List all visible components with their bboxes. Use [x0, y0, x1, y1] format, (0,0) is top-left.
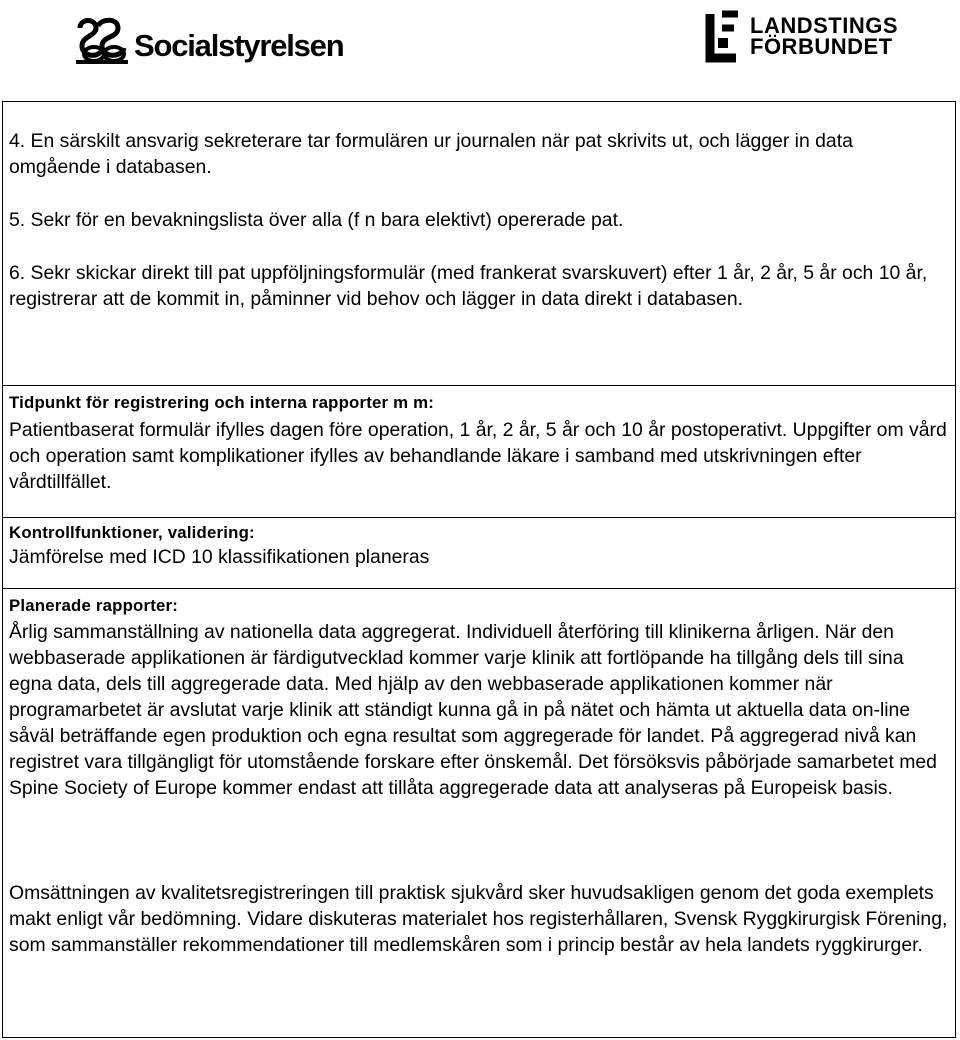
landstingsforbundet-logo [704, 4, 898, 68]
step-4-text: 4. En särskilt ansvarig sekreterare tar formulären ur journalen när pat skrivits ut, och lägger in data omgående i databasen. [9, 130, 853, 178]
landstingsforbundet-emblem-icon [704, 8, 742, 64]
planned-reports-text-2: Omsättningen av kvalitetsregistreringen till praktisk sjukvård sker huvudsakligen genom det goda exemplets makt enligt vår bedömning. Vidare diskuteras materialet hos registerhållaren, Svensk Ryggkirurgisk Förening, som sammanställer rekommendationer till medlemskåren som i princip består av hela landets ryggkirurger. [9, 882, 948, 956]
logo-line-1: LANDSTINGS [750, 13, 898, 38]
logo-line-2: FÖRBUNDET [750, 34, 893, 59]
planned-reports-heading: Planerade rapporter: [9, 596, 179, 615]
registration-timing-box [2, 385, 956, 518]
registration-timing-text: Patientbaserat formulär ifylles dagen före operation, 1 år, 2 år, 5 år och 10 år postoperativt. Uppgifter om vård och operation samt komplikationer ifylles av behandlande läkare i samband med utskrivningen efter vårdtillfället. [9, 419, 947, 493]
step-5-text: 5. Sekr för en bevakningslista över alla (f n bara elektivt) opererade pat. [9, 209, 624, 231]
landstingsforbundet-logo-text [750, 15, 898, 57]
procedure-steps-box [2, 101, 956, 386]
validation-box [2, 517, 956, 589]
page-header [0, 0, 960, 100]
socialstyrelsen-emblem-icon [72, 14, 132, 66]
validation-text: Jämförelse med ICD 10 klassifikationen planeras [9, 546, 430, 568]
socialstyrelsen-logo [72, 10, 343, 70]
validation-heading: Kontrollfunktioner, validering: [9, 523, 255, 542]
step-6-text: 6. Sekr skickar direkt till pat uppföljningsformulär (med frankerat svarskuvert) efter 1 år, 2 år, 5 år och 10 år, registrerar att de kommit in, påminner vid behov och lägger in data direkt i databasen. [9, 262, 928, 310]
planned-reports-box [2, 588, 956, 1038]
planned-reports-text-1: Årlig sammanställning av nationella data aggregerat. Individuell återföring till klinikerna årligen. När den webbaserade applikationen är färdigutvecklad kommer varje klinik att fortlöpande ha tillgång dels till sina egna data, dels till aggregerade data. Med hjälp av den webbaserade applikationen kommer när programarbetet är avslutat varje klinik att ständigt kunna gå in på nätet och hämta ut aktuella data on-line såväl beträffande egen produktion och egna resultat som aggregerade för landet. På aggregerad nivå kan registret vara tillgängligt för utomstående forskare efter önskemål. Det försöksvis påbörjade samarbetet med Spine Society of Europe kommer endast att tillåta aggregerade data att analyseras på Europeisk basis. [9, 621, 937, 799]
registration-timing-heading: Tidpunkt för registrering och interna rapporter m m: [9, 393, 435, 412]
socialstyrelsen-logo-text: Socialstyrelsen [134, 28, 344, 63]
